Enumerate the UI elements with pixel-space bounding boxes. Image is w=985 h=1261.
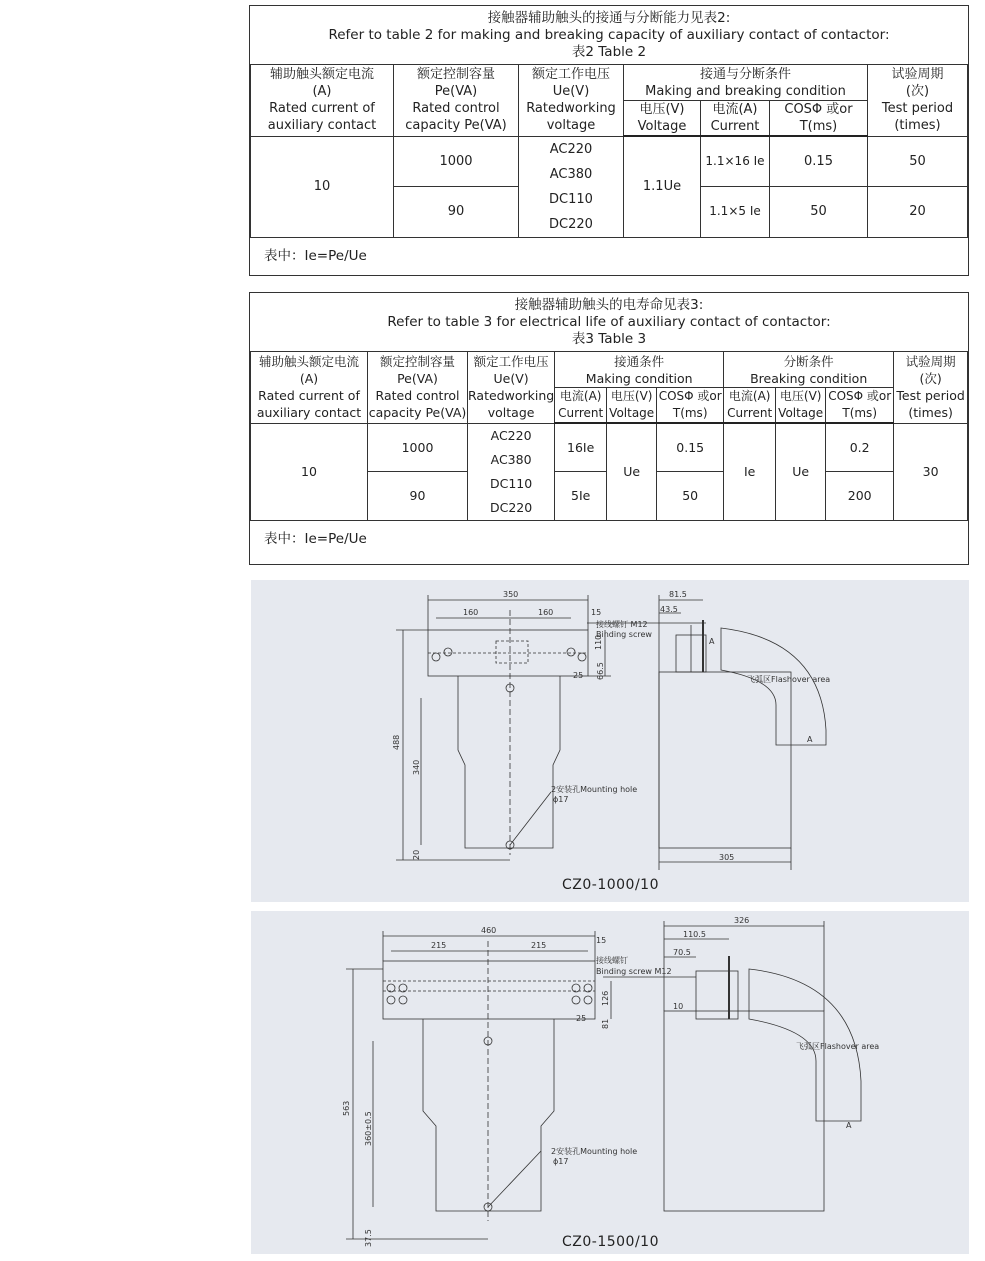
t3-period: 30 (894, 423, 968, 520)
drawing2-svg (251, 911, 969, 1254)
t2-period1: 50 (868, 136, 968, 187)
d2-dim-70-5: 70.5 (673, 948, 691, 957)
table3-grid (250, 351, 968, 521)
t2-cos2: 50 (770, 187, 868, 238)
drawing1-svg (251, 580, 969, 902)
t3-make-v: Ue (607, 423, 657, 520)
t3-cap1: 1000 (368, 423, 468, 472)
t3-break-v: Ue (776, 423, 826, 520)
d2-dim-81: 81 (601, 1018, 610, 1029)
t2-cos1: 0.15 (770, 136, 868, 187)
table2-grid (250, 64, 968, 238)
d1-dim-350: 350 (503, 590, 519, 599)
d1-dim-66-5: 66.5 (596, 662, 605, 680)
table3-title (250, 293, 968, 348)
t3-h-breaking: 分断条件 Breaking condition (724, 352, 894, 388)
table3-note: 表中：Ie=Pe/Ue (264, 530, 367, 547)
t3-current: 10 (251, 423, 368, 520)
table2-title (250, 6, 968, 61)
t3-make-a2: 5Ie (555, 472, 607, 521)
d2-dim-126: 126 (601, 990, 610, 1006)
d1-dim-340: 340 (412, 759, 421, 775)
d1-flashover-arc (721, 628, 826, 745)
t2-voltages: AC220 AC380 DC110 DC220 (519, 136, 624, 237)
d2-dim-110-5: 110.5 (683, 930, 706, 939)
d1-screw-left1 (432, 653, 440, 661)
t2-current: 10 (251, 136, 394, 237)
t3-make-cos1: 0.15 (657, 423, 724, 472)
table3-title-cn: 接触器辅助触头的电寿命见表3: (514, 297, 704, 313)
d2-top-block (383, 961, 595, 1019)
t2-cond-a2: 1.1×5 Ie (701, 187, 770, 238)
table3-title-en: Refer to table 3 for electrical life of auxiliary contact of contactor: (387, 314, 831, 330)
t3-h-make-v: 电压(V) Voltage (607, 388, 657, 424)
t3-h-making: 接通条件 Making condition (555, 352, 724, 388)
t2-period2: 20 (868, 187, 968, 238)
table2-note: 表中：Ie=Pe/Ue (264, 247, 367, 264)
t3-break-a: Ie (724, 423, 776, 520)
d2-dim-10: 10 (673, 1002, 684, 1011)
d2-dim-360: 360±0.5 (364, 1111, 373, 1146)
d2-dim-37-5: 37.5 (364, 1229, 373, 1247)
t3-h-break-v: 电压(V) Voltage (776, 388, 826, 424)
t3-h-break-a: 电流(A) Current (724, 388, 776, 424)
t3-make-cos2: 50 (657, 472, 724, 521)
d1-label-a2: A (807, 735, 813, 744)
d2-mount: 2安装孔Mounting hole (551, 1147, 638, 1156)
t2-h-cond-current: 电流(A) Current (701, 101, 770, 137)
d2-mount-dia: ϕ17 (553, 1157, 569, 1166)
d1-screw-right1 (567, 648, 575, 656)
d1-mount-dia: ϕ17 (553, 795, 569, 804)
t2-h-capacity: 额定控制容量 Pe(VA) Rated control capacity Pe(VA) (394, 65, 519, 137)
table3-title-no: 表3 Table 3 (571, 331, 647, 347)
d2-dim-460: 460 (481, 926, 497, 935)
t2-cond-a1: 1.1×16 Ie (701, 136, 770, 187)
t2-h-current: 辅助触头额定电流 (A) Rated current of auxiliary contact (251, 65, 394, 137)
t3-h-capacity: 额定控制容量 Pe(VA) Rated control capacity Pe(VA) (368, 352, 468, 424)
t2-cap2: 90 (394, 187, 519, 238)
d1-dim-488: 488 (392, 734, 401, 750)
d1-dim-160b: 160 (538, 608, 554, 617)
d1-screw-right2 (578, 653, 586, 661)
t2-cond-v: 1.1Ue (624, 136, 701, 237)
d2-flashover: 飞弧区Flashover area (796, 1042, 880, 1051)
t3-h-current: 辅助触头额定电流 (A) Rated current of auxiliary contact (251, 352, 368, 424)
d1-dim-15: 15 (591, 608, 602, 617)
t3-h-break-cos: COSΦ 或or T(ms) (826, 388, 894, 424)
table2-title-en: Refer to table 2 for making and breaking capacity of auxiliary contact of contactor: (328, 27, 890, 43)
t3-cap2: 90 (368, 472, 468, 521)
t3-h-make-cos: COSΦ 或or T(ms) (657, 388, 724, 424)
d2-dim-25: 25 (576, 1014, 587, 1023)
t3-h-period: 试验周期 (次) Test period (times) (894, 352, 968, 424)
d1-dim-81-5: 81.5 (669, 590, 687, 599)
d2-dim-326: 326 (734, 916, 750, 925)
d1-binding-en: Binding screw (596, 630, 652, 639)
drawing-cz0-1500 (251, 911, 969, 1254)
d2-dim-215b: 215 (531, 941, 547, 950)
d2-binding-en: Binding screw M12 (596, 967, 672, 976)
table2-box (249, 5, 969, 276)
d1-label-a1: A (709, 637, 715, 646)
d1-flashover: 飞弧区Flashover area (747, 675, 831, 684)
d1-screw-left2 (444, 648, 452, 656)
t3-break-cos2: 200 (826, 472, 894, 521)
t2-h-period: 试验周期 (次) Test period (times) (868, 65, 968, 137)
d2-caption: CZ0-1500/10 (562, 1234, 659, 1250)
d1-aux-rect (496, 641, 528, 663)
t2-h-cond-voltage: 电压(V) Voltage (624, 101, 701, 137)
d1-mount: 2安装孔Mounting hole (551, 785, 638, 794)
t2-cap1: 1000 (394, 136, 519, 187)
d2-dim-15: 15 (596, 936, 607, 945)
d1-dim-110: 110 (594, 634, 603, 650)
d2-side-terminal (696, 971, 738, 1019)
t3-make-a1: 16Ie (555, 423, 607, 472)
d2-label-a1: A (846, 1121, 852, 1130)
d2-body-outline (423, 1019, 554, 1211)
d2-binding-cn: 接线螺钉 (596, 956, 628, 965)
d2-dim-215a: 215 (431, 941, 447, 950)
t3-h-voltage: 额定工作电压 Ue(V) Ratedworking voltage (468, 352, 555, 424)
d1-dim-305: 305 (719, 853, 735, 862)
d1-body-outline (458, 676, 560, 848)
d2-dim-563: 563 (342, 1100, 351, 1116)
d1-caption: CZ0-1000/10 (562, 877, 659, 893)
table2-title-cn: 接触器辅助触头的接通与分断能力见表2: (487, 10, 731, 26)
t2-h-cond-cos: COSΦ 或or T(ms) (770, 101, 868, 137)
table3-box (249, 292, 969, 565)
d1-dim-25: 25 (573, 671, 584, 680)
d1-binding-cn: 接线螺钉 M12 (596, 620, 648, 629)
d2-side-body (664, 1011, 824, 1211)
t3-break-cos1: 0.2 (826, 423, 894, 472)
d1-side-body (659, 672, 791, 848)
d1-dim-20: 20 (412, 849, 421, 860)
t3-voltages: AC220 AC380 DC110 DC220 (468, 423, 555, 520)
d1-dim-43-5: 43.5 (660, 605, 678, 614)
t2-h-voltage: 额定工作电压 Ue(V) Ratedworking voltage (519, 65, 624, 137)
t2-h-condition: 接通与分断条件 Making and breaking condition (624, 65, 868, 101)
table2-title-no: 表2 Table 2 (571, 44, 647, 60)
t3-h-make-a: 电流(A) Current (555, 388, 607, 424)
drawing-cz0-1000 (251, 580, 969, 902)
d1-dim-160a: 160 (463, 608, 479, 617)
